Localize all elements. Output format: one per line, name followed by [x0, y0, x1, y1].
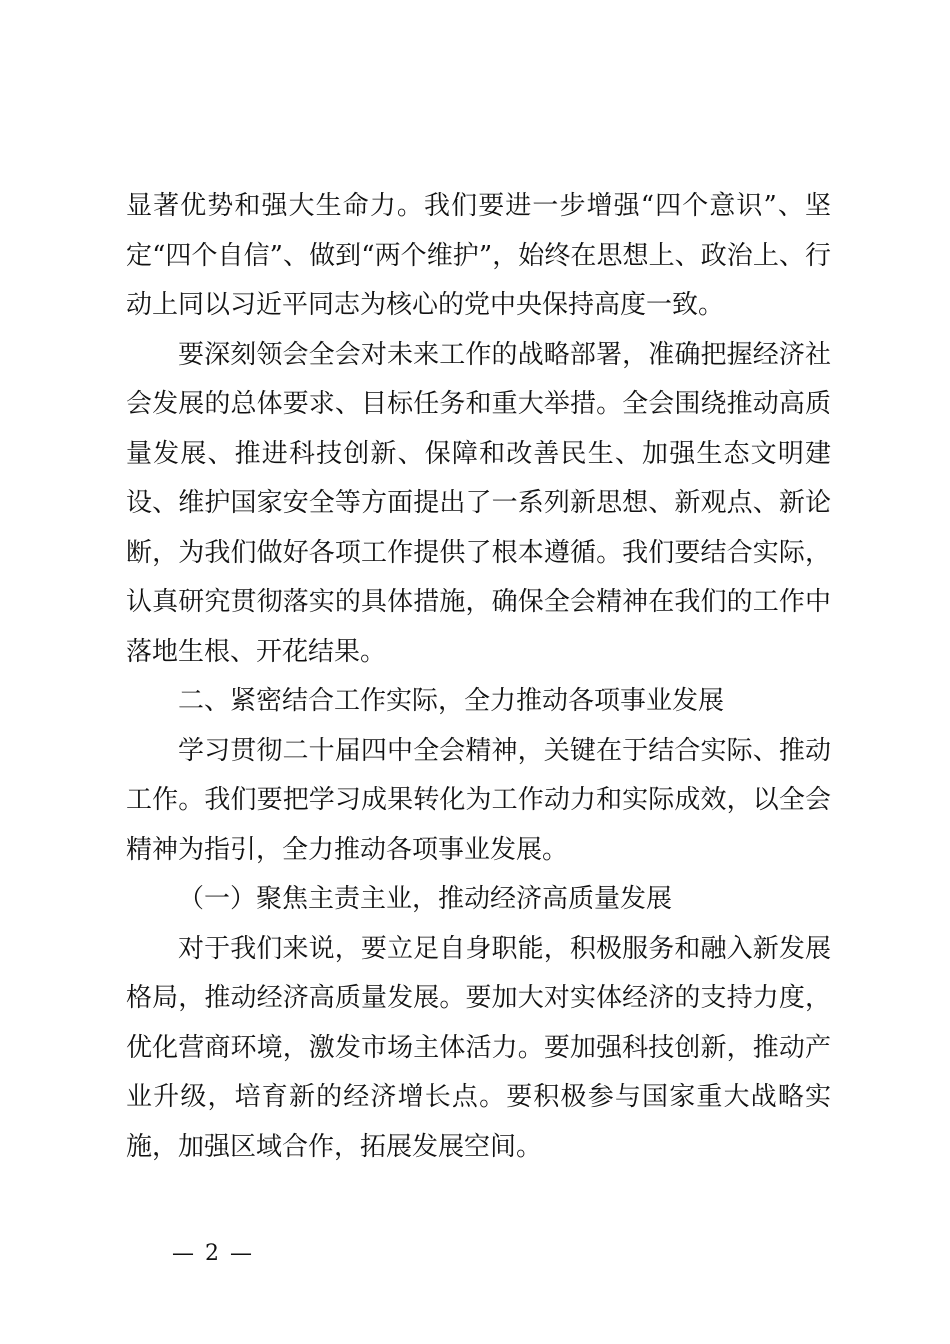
section-heading-two: 二、紧密结合工作实际，全力推动各项事业发展 — [178, 686, 725, 716]
paragraph-continuation: 显著优势和强大生命力。我们要进一步增强“四个意识”、坚定“四个自信”、做到“两个维护”，始终在思想上、政治上、行动上同以习近平同志为核心的党中央保持高度一致。 — [126, 191, 831, 320]
paragraph-study-implement: 学习贯彻二十届四中全会精神，关键在于结合实际、推动工作。我们要把学习成果转化为工作动力和实际成效，以全会精神为指引，全力推动各项事业发展。 — [126, 735, 831, 865]
paragraph-strategic-deployment: 要深刻领会全会对未来工作的战略部署，准确把握经济社会发展的总体要求、目标任务和重大举措。全会围绕推动高质量发展、推进科技创新、保障和改善民生、加强生态文明建设、维护国家安全等方面提出了一系列新思想、新观点、新论断，为我们做好各项工作提供了根本遵循。我们要结合实际，认真研究贯彻落实的具体措施，确保全会精神在我们的工作中落地生根、开花结果。 — [126, 339, 831, 667]
subsection-heading-one: （一）聚焦主责主业，推动经济高质量发展 — [178, 884, 673, 914]
document-body — [126, 182, 831, 1172]
page-number: — 2 — — [172, 1241, 254, 1266]
paragraph-economic-development: 对于我们来说，要立足自身职能，积极服务和融入新发展格局，推动经济高质量发展。要加大对实体经济的支持力度，优化营商环境，激发市场主体活力。要加强科技创新，推动产业升级，培育新的经济增长点。要积极参与国家重大战略实施，加强区域合作，拓展发展空间。 — [126, 933, 831, 1162]
